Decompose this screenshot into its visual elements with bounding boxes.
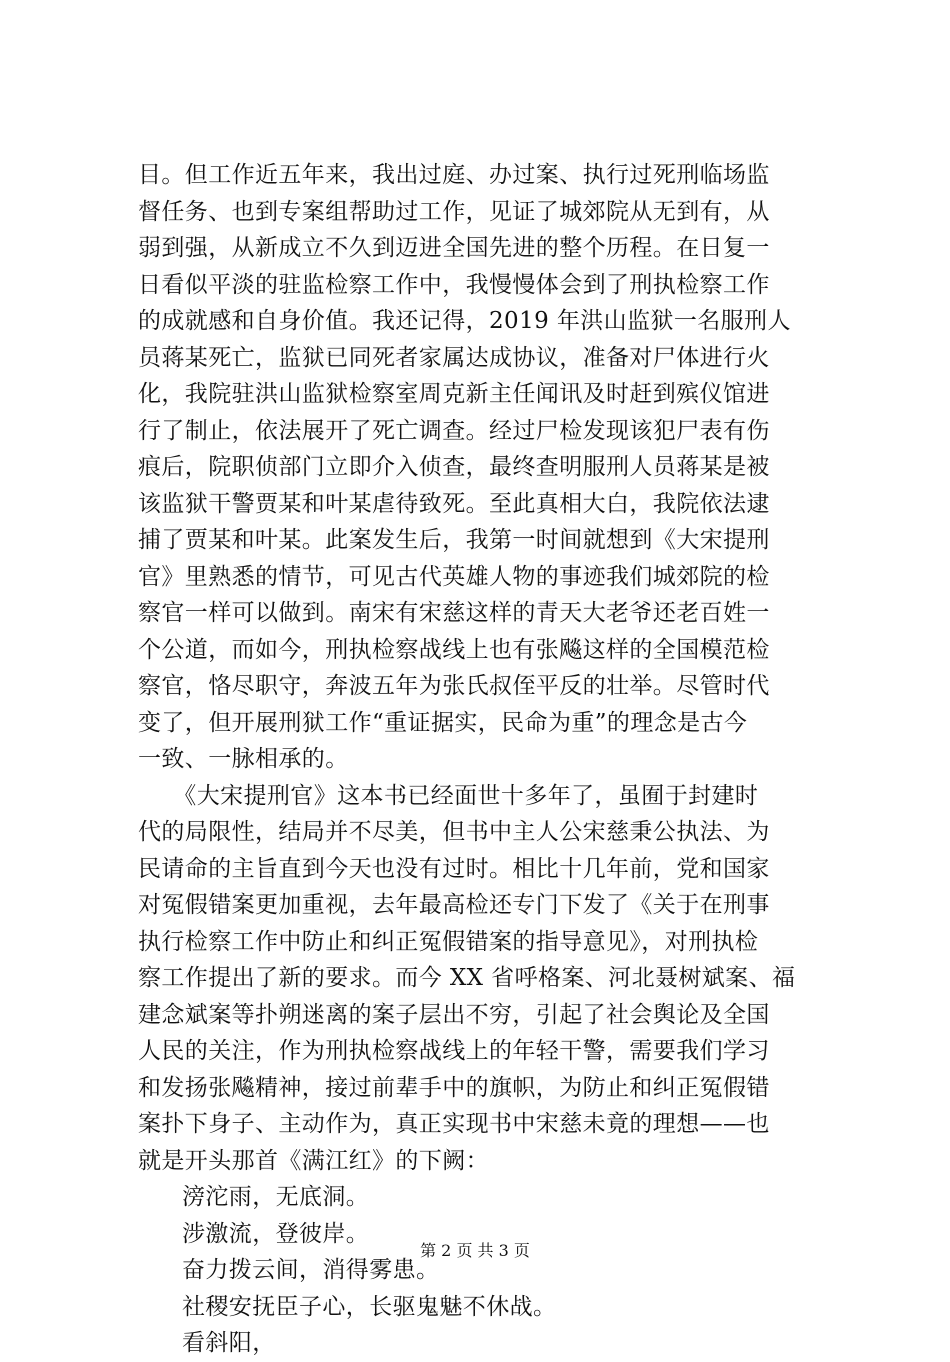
text-line: 官》里熟悉的情节，可见古代英雄人物的事迹我们城郊院的检 <box>138 563 770 590</box>
text-line: 日看似平淡的驻监检察工作中，我慢慢体会到了刑执检察工作 <box>138 271 770 298</box>
text-line: 捕了贾某和叶某。此案发生后，我第一时间就想到《大宋提刑 <box>138 527 770 553</box>
verse-line: 涉激流，登彼岸。 <box>182 1220 370 1247</box>
verse-line: 奋力拨云间，消得雾患。 <box>182 1257 440 1283</box>
text-line: 化，我院驻洪山监狱检察室周克新主任闻讯及时赶到殡仪馆进 <box>138 381 770 407</box>
text-line: 代的局限性，结局并不尽美，但书中主人公宋慈秉公执法、为 <box>138 819 770 845</box>
document-body <box>138 157 828 1362</box>
verse-line: 社稷安抚臣子心，长驱鬼魅不休战。 <box>182 1293 557 1320</box>
poem-verse <box>138 1179 828 1362</box>
text-line: 对冤假错案更加重视，去年最高检还专门下发了《关于在刑事 <box>138 892 770 918</box>
text-line: 民请命的主旨直到今天也没有过时。相比十几年前，党和国家 <box>138 855 770 882</box>
text-line: 的成就感和自身价值。我还记得，2019 年洪山监狱一名服刑人 <box>138 308 791 334</box>
text-line: 行了制止，依法展开了死亡调查。经过尸检发现该犯尸表有伤 <box>138 417 770 444</box>
text-line: 和发扬张飚精神，接过前辈手中的旗帜，为防止和纠正冤假错 <box>138 1074 770 1101</box>
paragraph-1 <box>138 157 828 778</box>
page-footer <box>0 1241 950 1261</box>
text-line: 目。但工作近五年来，我出过庭、办过案、执行过死刑临场监 <box>138 162 770 188</box>
text-line: 执行检察工作中防止和纠正冤假错案的指导意见》，对刑执检 <box>138 928 759 955</box>
text-line: 察官一样可以做到。南宋有宋慈这样的青天大老爷还老百姓一 <box>138 600 770 626</box>
text-line: 个公道，而如今，刑执检察战线上也有张飚这样的全国模范检 <box>138 636 770 663</box>
text-line: 弱到强，从新成立不久到迈进全国先进的整个历程。在日复一 <box>138 235 770 261</box>
text-line: 案扑下身子、主动作为，真正实现书中宋慈未竟的理想——也 <box>138 1111 770 1137</box>
text-line: 察工作提出了新的要求。而今 XX 省呼格案、河北聂树斌案、福 <box>138 965 796 991</box>
text-line: 人民的关注，作为刑执检察战线上的年轻干警，需要我们学习 <box>138 1038 770 1064</box>
text-line: 痕后，院职侦部门立即介入侦查，最终查明服刑人员蒋某是被 <box>138 454 770 480</box>
text-line: 《大宋提刑官》这本书已经面世十多年了，虽囿于封建时 <box>138 782 759 809</box>
verse-line: 看斜阳， <box>182 1330 276 1356</box>
text-line: 变了，但开展刑狱工作“重证据实，民命为重”的理念是古今 <box>138 709 748 736</box>
verse-line: 滂沱雨，无底洞。 <box>182 1184 370 1210</box>
page-number: 第 2 页 共 3 页 <box>420 1241 530 1260</box>
paragraph-2 <box>138 778 828 1180</box>
text-line: 就是开头那首《满江红》的下阙： <box>138 1147 489 1174</box>
text-line: 督任务、也到专案组帮助过工作，见证了城郊院从无到有，从 <box>138 198 770 225</box>
text-line: 员蒋某死亡，监狱已同死者家属达成协议，准备对尸体进行火 <box>138 344 770 371</box>
text-line: 建念斌案等扑朔迷离的案子层出不穷，引起了社会舆论及全国 <box>138 1001 770 1028</box>
text-line: 该监狱干警贾某和叶某虐待致死。至此真相大白，我院依法逮 <box>138 490 770 517</box>
text-line: 一致、一脉相承的。 <box>138 746 349 772</box>
text-line: 察官，恪尽职守，奔波五年为张氏叔侄平反的壮举。尽管时代 <box>138 673 770 699</box>
